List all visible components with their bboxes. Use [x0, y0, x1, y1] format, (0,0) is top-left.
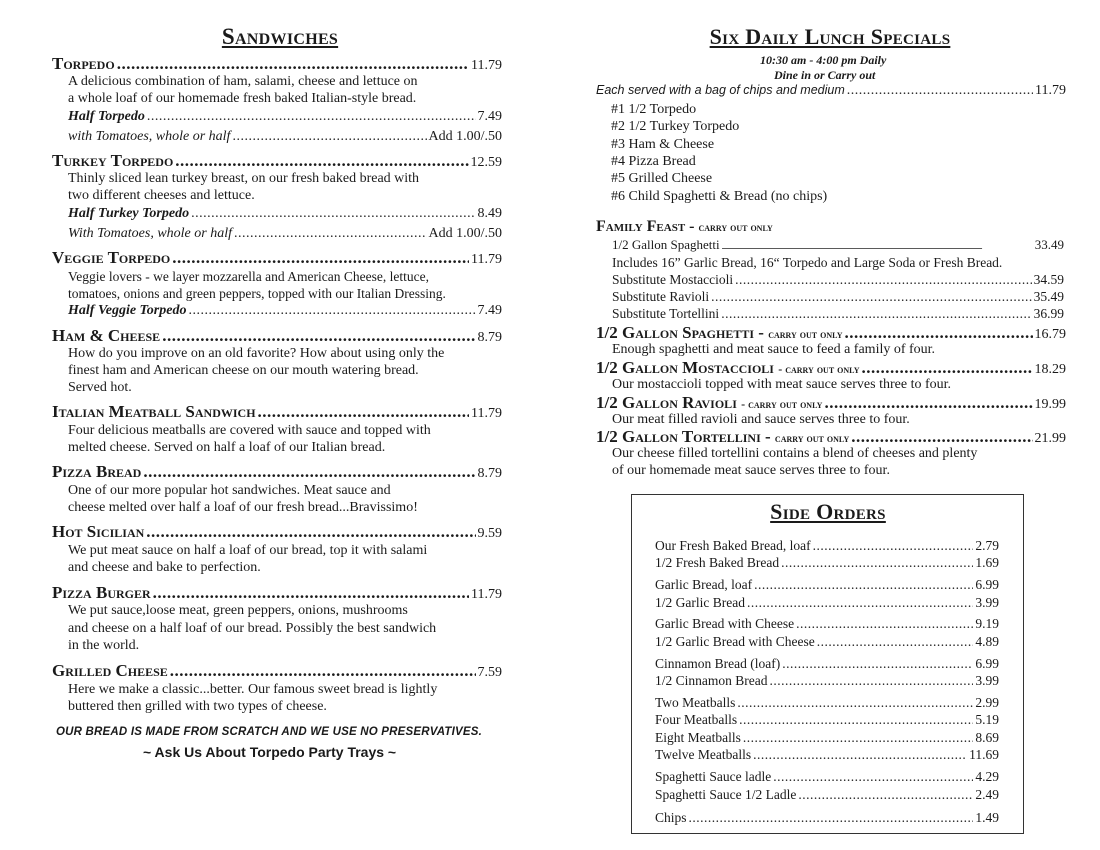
half-item-torpedo [68, 108, 502, 125]
side-price: 3.99 [975, 595, 999, 610]
side-item [655, 786, 999, 803]
item-name: Pizza Bread [52, 462, 142, 481]
half-item-name: Half Torpedo [68, 109, 145, 124]
side-name: 1/2 Fresh Baked Bread [655, 555, 780, 570]
side-price: 6.99 [975, 656, 999, 671]
specials-price: 11.79 [1035, 83, 1066, 98]
family-spaghetti-name: 1/2 Gallon Spaghetti [612, 237, 720, 252]
specials-served-with [596, 82, 1066, 99]
bread-note: OUR BREAD IS MADE FROM SCRATCH AND WE USE NO PRESERVATIVES. [56, 726, 483, 738]
item-name: Torpedo [52, 54, 115, 73]
served-with-text: Each served with a bag of chips and medium [596, 83, 845, 97]
gallon-name: 1/2 Gallon Mostaccioli [596, 358, 774, 377]
side-item [655, 615, 999, 632]
item-name: Hot Sicilian [52, 522, 145, 541]
side-item [655, 809, 999, 826]
item-desc: Served hot. [68, 380, 132, 395]
sub-price: 34.59 [1033, 272, 1064, 287]
item-price: 9.59 [477, 526, 502, 541]
special-item: #2 1/2 Turkey Torpedo [611, 119, 740, 134]
item-name: Italian Meatball Sandwich [52, 402, 256, 421]
side-item [655, 746, 999, 763]
topping-text: with Tomatoes, whole or half [68, 129, 231, 144]
family-spaghetti-price: 33.49 [1034, 237, 1064, 252]
item-name: Veggie Torpedo [52, 248, 171, 267]
gallon-price: 21.99 [1034, 431, 1066, 446]
side-name: Two Meatballs [655, 695, 736, 710]
gallon-desc: Our cheese filled tortellini contains a blend of cheeses and plenty [612, 446, 978, 461]
side-price: 4.89 [975, 634, 999, 649]
side-item [655, 655, 999, 672]
topping-option [68, 128, 502, 145]
carry-out-tag: carry out only [698, 220, 773, 234]
item-price: 11.79 [471, 587, 502, 602]
side-price: 1.49 [975, 810, 999, 825]
gallon-price: 16.79 [1034, 327, 1066, 342]
side-orders-title: Side Orders [770, 499, 886, 524]
item-desc: Thinly sliced lean turkey breast, on our fresh baked bread with [68, 171, 420, 186]
side-name: Chips [655, 810, 687, 825]
side-item [655, 729, 999, 746]
item-desc: We put sauce,loose meat, green peppers, onions, mushrooms [68, 603, 408, 618]
side-price: 5.19 [975, 712, 999, 727]
item-desc: We put meat sauce on half a loaf of our bread, top it with salami [68, 543, 428, 558]
side-item [655, 576, 999, 593]
gallon-desc: Enough spaghetti and meat sauce to feed a family of four. [612, 342, 936, 357]
half-item-name: Half Veggie Torpedo [68, 303, 187, 318]
specials-dine-option: Dine in or Carry out [774, 68, 876, 82]
specials-hours: 10:30 am - 4:00 pm Daily [760, 53, 887, 67]
item-desc: two different cheeses and lettuce. [68, 188, 255, 203]
topping-text: With Tomatoes, whole or half [68, 226, 233, 241]
item-price: 8.79 [477, 466, 502, 481]
item-desc: melted cheese. Served on half a loaf of our Italian bread. [68, 440, 386, 455]
carry-out-tag: carry out only [774, 431, 850, 445]
item-price: 7.59 [477, 665, 502, 680]
side-price: 1.69 [975, 555, 999, 570]
side-item [655, 768, 999, 785]
item-desc: tomatoes, onions and green peppers, topped with our Italian Dressing. [68, 286, 446, 301]
menu-item-pizza-bread [52, 462, 502, 484]
item-desc: A delicious combination of ham, salami, cheese and lettuce on [68, 74, 418, 89]
topping-price: Add 1.00/.50 [428, 226, 502, 241]
special-item: #6 Child Spaghetti & Bread (no chips) [611, 189, 828, 204]
special-item: #1 1/2 Torpedo [611, 102, 697, 117]
item-price: 11.79 [471, 406, 502, 421]
item-desc: and cheese on a half loaf of our bread. Possibly the best sandwich [68, 621, 437, 636]
menu-item-grilled-cheese [52, 661, 502, 683]
side-price: 2.99 [975, 695, 999, 710]
family-sub-mostaccioli [612, 271, 1064, 288]
family-spaghetti [612, 236, 1064, 255]
side-name: Four Meatballs [655, 712, 738, 727]
side-name: Our Fresh Baked Bread, loaf [655, 538, 811, 553]
side-price: 11.69 [969, 747, 999, 762]
item-desc: Here we make a classic...better. Our famous sweet bread is lightly [68, 682, 438, 697]
item-price: 11.79 [471, 58, 502, 73]
party-trays-note: ~ Ask Us About Torpedo Party Trays ~ [143, 744, 397, 760]
item-desc: One of our more popular hot sandwiches. Meat sauce and [68, 483, 391, 498]
item-desc: cheese melted over half a loaf of our fresh bread...Bravissimo! [68, 500, 418, 515]
sub-name: Substitute Tortellini [612, 306, 720, 321]
family-sub-ravioli [612, 288, 1064, 305]
gallon-desc: Our meat filled ravioli and sauce serves three to four. [612, 412, 910, 427]
carry-out-tag: - carry out only [741, 397, 823, 411]
item-desc: in the world. [68, 638, 140, 653]
item-desc: Four delicious meatballs are covered with sauce and topped with [68, 423, 431, 438]
item-desc: finest ham and American cheese on our mouth watering bread. [68, 363, 419, 378]
side-name: 1/2 Garlic Bread with Cheese [655, 634, 815, 649]
item-price: 12.59 [470, 155, 502, 170]
gallon-name: 1/2 Gallon Tortellini - [596, 427, 771, 446]
side-price: 9.19 [975, 616, 999, 631]
half-item-price: 7.49 [477, 303, 502, 318]
gallon-price: 18.29 [1034, 362, 1066, 377]
topping-option [68, 225, 502, 242]
half-item-price: 7.49 [477, 109, 502, 124]
gallon-desc: of our homemade meat sauce serves three to four. [612, 463, 890, 478]
side-item [655, 554, 999, 571]
side-item [655, 537, 999, 554]
side-name: Cinnamon Bread (loaf) [655, 656, 781, 671]
half-item-turkey-torpedo [68, 205, 502, 222]
item-name: Pizza Burger [52, 583, 151, 602]
family-includes: Includes 16” Garlic Bread, 16“ Torpedo and Large Soda or Fresh Bread. [612, 255, 1003, 270]
special-item: #4 Pizza Bread [611, 154, 696, 169]
family-sub-tortellini [612, 305, 1064, 322]
side-name: Twelve Meatballs [655, 747, 752, 762]
item-name: Ham & Cheese [52, 326, 161, 345]
side-price: 4.29 [975, 769, 999, 784]
item-price: 11.79 [471, 252, 502, 267]
item-price: 8.79 [477, 330, 502, 345]
side-price: 8.69 [975, 730, 999, 745]
side-name: 1/2 Garlic Bread [655, 595, 745, 610]
carry-out-tag: carry out only [768, 327, 843, 341]
sandwiches-title: Sandwiches [221, 24, 339, 49]
side-name: Eight Meatballs [655, 730, 741, 745]
special-item: #5 Grilled Cheese [611, 171, 713, 186]
carry-out-tag: - carry out only [778, 362, 860, 376]
side-price: 3.99 [975, 673, 999, 688]
sub-name: Substitute Ravioli [612, 289, 710, 304]
menu-item-hot-sicilian [52, 522, 502, 544]
sub-name: Substitute Mostaccioli [612, 272, 734, 287]
side-name: Spaghetti Sauce 1/2 Ladle [655, 787, 797, 802]
lunch-specials-title: Six Daily Lunch Specials [709, 24, 951, 49]
side-item [655, 694, 999, 711]
side-price: 6.99 [975, 577, 999, 592]
item-name: Turkey Torpedo [52, 151, 174, 170]
item-desc: a whole loaf of our homemade fresh baked Italian-style bread. [68, 91, 417, 106]
side-price: 2.49 [975, 787, 999, 802]
item-desc: Veggie lovers - we layer mozzarella and American Cheese, lettuce, [68, 269, 429, 284]
gallon-price: 19.99 [1034, 397, 1066, 412]
menu-item-veggie-torpedo [52, 248, 502, 270]
family-feast-heading [596, 217, 1066, 237]
topping-price: Add 1.00/.50 [428, 129, 502, 144]
item-desc: How do you improve on an old favorite? How about using only the [68, 346, 445, 361]
gallon-name: 1/2 Gallon Ravioli [596, 393, 737, 412]
gallon-name: 1/2 Gallon Spaghetti - [596, 323, 764, 342]
side-price: 2.79 [975, 538, 999, 553]
item-name: Grilled Cheese [52, 661, 168, 680]
half-item-veggie-torpedo [68, 302, 502, 319]
sub-price: 36.99 [1033, 306, 1064, 321]
side-item [655, 711, 999, 728]
gallon-desc: Our mostaccioli topped with meat sauce serves three to four. [612, 377, 952, 392]
side-name: Garlic Bread with Cheese [655, 616, 795, 631]
special-item: #3 Ham & Cheese [611, 137, 715, 152]
side-name: Garlic Bread, loaf [655, 577, 753, 592]
item-desc: and cheese and bake to perfection. [68, 560, 261, 575]
side-item [655, 633, 999, 650]
menu-item-italian-meatball [52, 402, 502, 424]
family-feast-title: Family Feast - [596, 218, 695, 235]
side-item [655, 672, 999, 689]
side-name: 1/2 Cinnamon Bread [655, 673, 768, 688]
item-desc: buttered then grilled with two types of cheese. [68, 699, 327, 714]
half-item-price: 8.49 [477, 206, 502, 221]
sub-price: 35.49 [1033, 289, 1064, 304]
side-item [655, 594, 999, 611]
half-item-name: Half Turkey Torpedo [68, 206, 190, 221]
side-name: Spaghetti Sauce ladle [655, 769, 772, 784]
